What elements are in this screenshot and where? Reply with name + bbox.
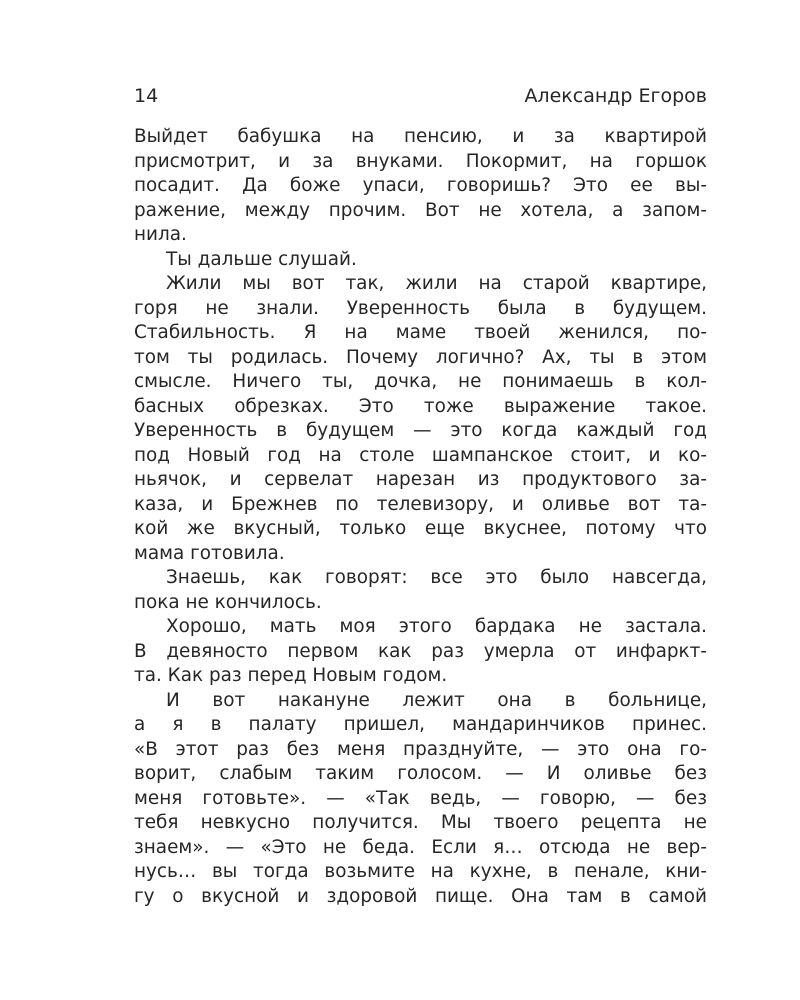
text-line: том ты родилась. Почему логично? Ах, ты в этом xyxy=(134,346,707,368)
text-line: кой же вкусный, только еще вкуснее, потому что xyxy=(134,518,707,539)
running-head-author: Александр Егоров xyxy=(524,85,707,107)
text-line: Выйдет бабушка на пенсию, и за квартирой xyxy=(134,126,707,147)
text-line: ньячок, и сервелат нарезан из продуктового за- xyxy=(134,469,707,490)
text-line: Хорошо, мать моя этого бардака не застала. xyxy=(166,616,707,637)
text-line: В девяносто первом как раз умерла от инфаркт- xyxy=(134,640,707,662)
text-line: гу о вкусной и здоровой пище. Она там в самой xyxy=(134,885,707,907)
text-line: нусь… вы тогда возьмите на кухне, в пенале, кни- xyxy=(134,861,707,882)
text-line: басных обрезках. Это тоже выражение такое. xyxy=(134,395,707,417)
text-line: смысле. Ничего ты, дочка, не понимаешь в кол- xyxy=(134,371,707,392)
text-line: знаем». — «Это не беда. Если я… отсюда не вер- xyxy=(134,836,707,858)
text-line: а я в палату пришел, мандаринчиков принес. xyxy=(134,714,707,735)
text-line: нила. xyxy=(134,224,187,245)
text-line: та. Как раз перед Новым годом. xyxy=(134,665,448,686)
text-line: тебя невкусно получится. Мы твоего рецепта не xyxy=(134,812,707,833)
text-line: «В этот раз без меня празднуйте, — это она го- xyxy=(134,738,707,760)
text-line: присмотрит, и за внуками. Покормит, на горшок xyxy=(134,150,707,172)
page-header xyxy=(134,82,707,110)
text-line: под Новый год на столе шампанское стоит, и ко- xyxy=(134,444,707,466)
text-line: Уверенность в будущем — это когда каждый год xyxy=(134,420,707,441)
text-line: Стабильность. Я на маме твоей женился, по- xyxy=(134,322,707,343)
text-line: каза, и Брежнев по телевизору, и оливье вот та- xyxy=(134,493,707,515)
text-line: ворит, слабым таким голосом. — И оливье без xyxy=(134,763,707,784)
text-line: Жили мы вот так, жили на старой квартире, xyxy=(166,273,707,294)
text-line: Ты дальше слушай. xyxy=(166,248,357,270)
text-line: Знаешь, как говорят: все это было навсегда, xyxy=(166,567,707,588)
text-line: посадит. Да боже упаси, говоришь? Это ее вы- xyxy=(134,175,707,196)
text-line: ражение, между прочим. Вот не хотела, а запом- xyxy=(134,199,707,221)
text-line: горя не знали. Уверенность была в будущем. xyxy=(134,297,707,319)
page-number: 14 xyxy=(134,85,159,107)
text-line: меня готовьте». — «Так ведь, — говорю, — без xyxy=(134,787,707,809)
text-line: мама готовила. xyxy=(134,542,285,564)
text-line: И вот накануне лежит она в больнице, xyxy=(166,689,707,711)
text-line: пока не кончилось. xyxy=(134,591,322,613)
body-text xyxy=(134,125,707,909)
